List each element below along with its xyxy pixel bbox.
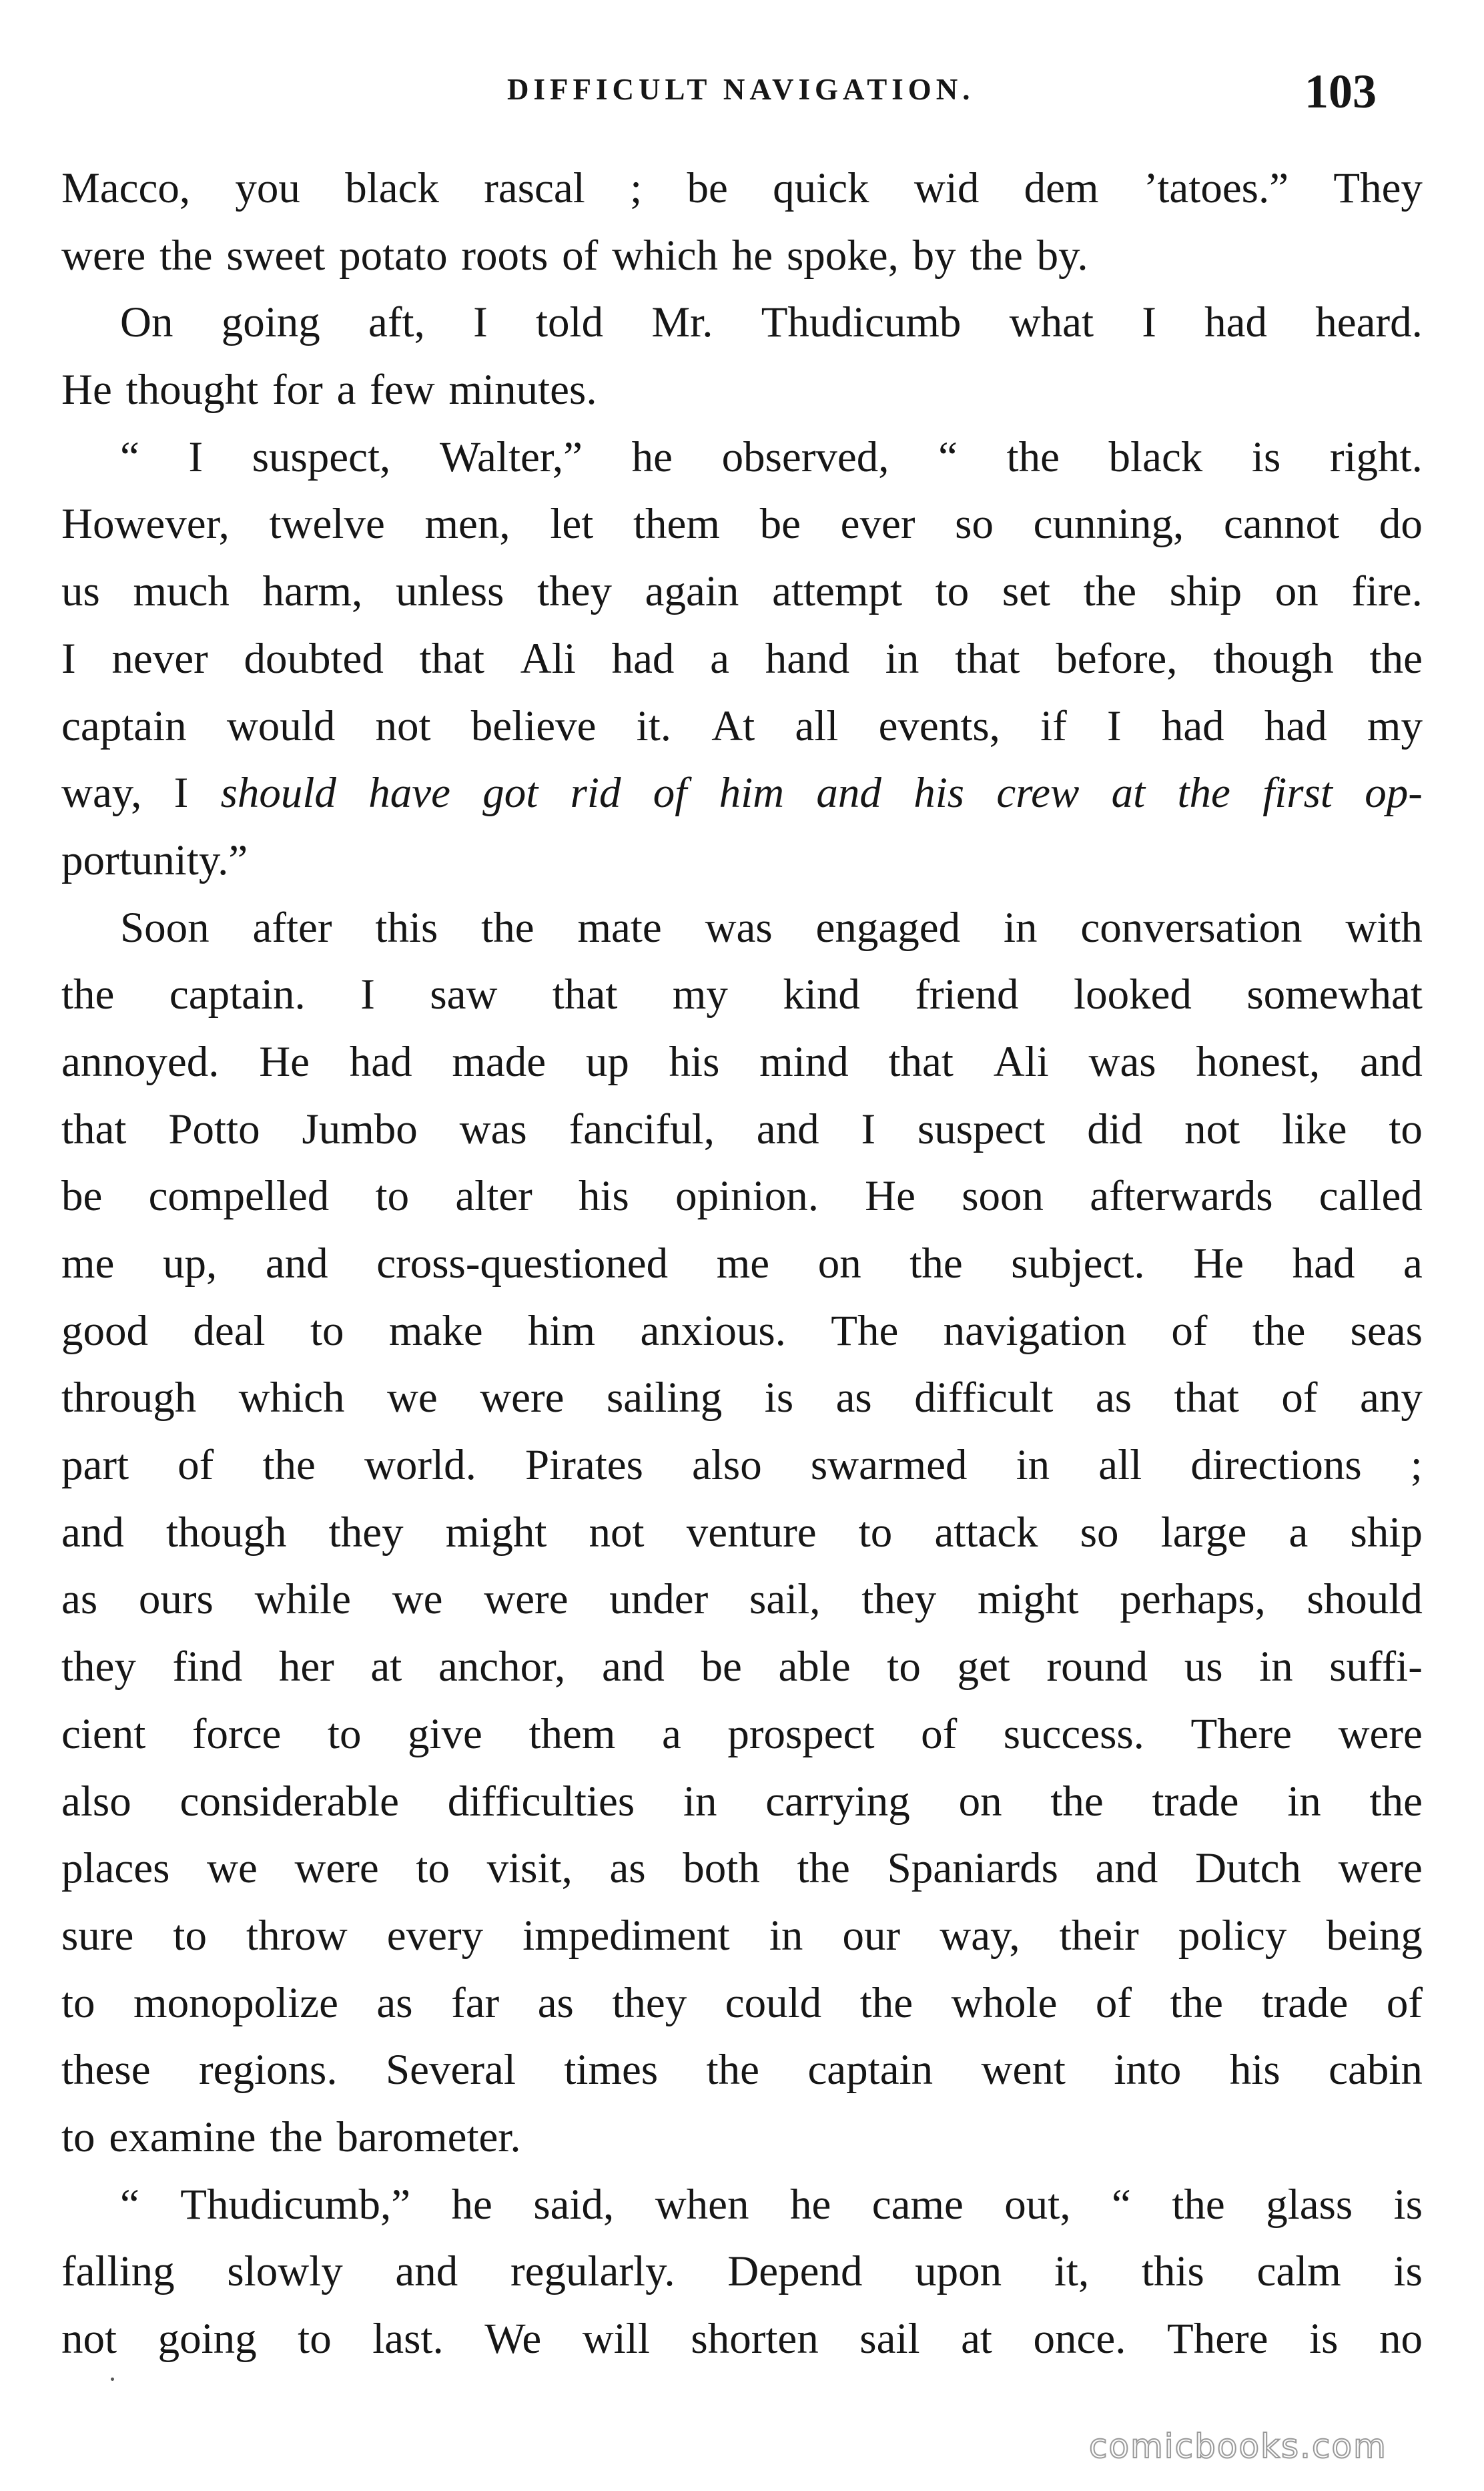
text-line: that Potto Jumbo was fanciful, and I suspect did not like to [61,1105,1423,1153]
print-speck [111,2378,114,2381]
text-line: I never doubted that Ali had a hand in that before, though the [61,634,1423,683]
text-line: falling slowly and regularly. Depend upon it, this calm is [61,2247,1423,2296]
text-line: Soon after this the mate was engaged in conversation with [120,903,1423,952]
watermark: comicbooks.com [1089,2427,1387,2466]
text-line: through which we were sailing is as difficult as that of any [61,1374,1423,1422]
body-text [61,155,1423,2373]
text-line: portunity.” [61,836,248,884]
text-line: not going to last. We will shorten sail at once. There is no [61,2315,1423,2363]
text-line: cient force to give them a prospect of success. There were [61,1709,1423,1758]
text-line: were the sweet potato roots of which he spoke, by the by. [61,231,1088,280]
text-line: as ours while we were under sail, they might perhaps, should [61,1575,1423,1624]
text-line: He thought for a few minutes. [61,366,597,414]
text-line: annoyed. He had made up his mind that Ali was honest, and [61,1037,1423,1086]
text-line: to examine the barometer. [61,2113,521,2161]
text-line: us much harm, unless they again attempt to set the ship on fire. [61,567,1423,616]
text-line: to monopolize as far as they could the whole of the trade of [61,1978,1423,2027]
text-line: also considerable difficulties in carrying on the trade in the [61,1777,1423,1826]
text-line: Macco, you black rascal ; be quick wid dem ’tatoes.” They [61,164,1423,212]
running-head: DIFFICULT NAVIGATION. [507,73,975,106]
text-line: the captain. I saw that my kind friend looked somewhat [61,971,1423,1019]
text-line: “ I suspect, Walter,” he observed, “ the black is right. [120,433,1423,481]
text-line: they find her at anchor, and be able to get round us in suffi- [61,1643,1423,1691]
text-line: good deal to make him anxious. The navigation of the seas [61,1306,1423,1355]
text-line: “ Thudicumb,” he said, when he came out, “ the glass is [120,2180,1423,2229]
page-number: 103 [1305,65,1377,118]
text-line: me up, and cross-questioned me on the subject. He had a [61,1239,1423,1288]
text-line: However, twelve men, let them be ever so cunning, cannot do [61,500,1423,549]
text-line: and though they might not venture to attack so large a ship [61,1508,1423,1557]
text-line: sure to throw every impediment in our way, their policy being [61,1911,1423,1960]
text-line: places we were to visit, as both the Spaniards and Dutch were [61,1844,1423,1893]
text-line: way, I should have got rid of him and his crew at the first op- [61,769,1423,818]
text-line: captain would not believe it. At all events, if I had had my [61,702,1423,750]
text-line: part of the world. Pirates also swarmed in all directions ; [61,1441,1423,1490]
text-line: these regions. Several times the captain went into his cabin [61,2046,1423,2095]
text-line: On going aft, I told Mr. Thudicumb what I had heard. [120,298,1423,347]
text-line: be compelled to alter his opinion. He soon afterwards called [61,1172,1423,1221]
